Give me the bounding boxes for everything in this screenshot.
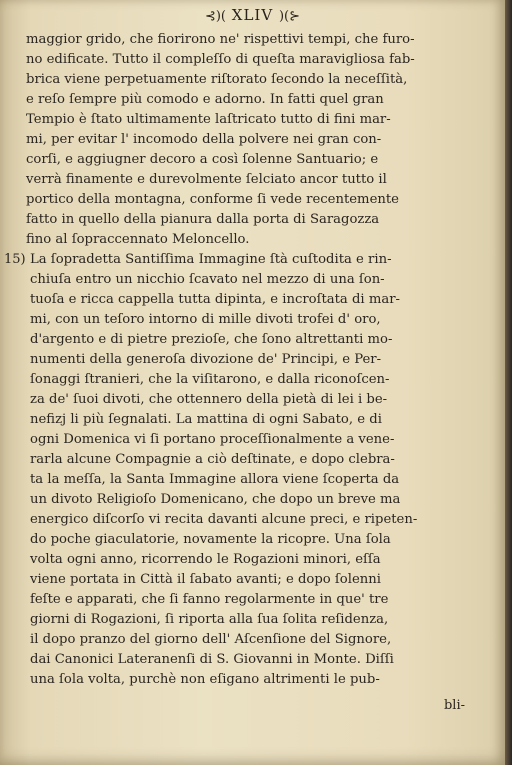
paragraph-marker: 15) xyxy=(4,252,26,267)
text-line: La ſopradetta Santiſſima Immagine ſtà cuſtodita e rin- xyxy=(30,252,392,267)
text-line: do poche giaculatorie, novamente la ricopre. Una ſola xyxy=(30,532,391,547)
book-spine-shadow xyxy=(505,0,512,765)
text-line: d'argento e di pietre prezioſe, che ſono altrettanti mo- xyxy=(30,332,393,347)
text-line: fatto in quello della pianura dalla porta di Saragozza xyxy=(26,212,380,227)
text-line: dai Canonici Lateranenſi di S. Giovanni in Monte. Diſſi xyxy=(30,652,394,667)
text-line: una ſola volta, purchè non eſigano altrimenti le pub- xyxy=(30,672,380,687)
left-ornament-icon: ⊰)( xyxy=(204,9,227,24)
text-line: rarla alcune Compagnie a ciò deſtinate, e dopo clebra- xyxy=(30,452,395,467)
text-line: chiuſa entro un nicchio ſcavato nel mezzo di una ſon- xyxy=(30,272,385,287)
text-line: viene portata in Città il ſabato avanti; e dopo ſolenni xyxy=(30,572,381,587)
text-line: za de' ſuoi divoti, che ottennero della pietà di lei i be- xyxy=(30,392,388,407)
text-line: corſi, e aggiugner decoro a così ſolenne Santuario; e xyxy=(26,152,379,167)
text-line: verrà finamente e durevolmente ſelciato ancor tutto il xyxy=(26,172,387,187)
text-line: il dopo pranzo del giorno dell' Aſcenſione del Signore, xyxy=(30,632,392,647)
text-line: fino al ſopraccennato Meloncello. xyxy=(26,232,250,247)
text-line: ogni Domenica vi ſi portano proceſſionalmente a vene- xyxy=(30,432,395,447)
text-line: maggior grido, che fiorirono ne' rispettivi tempi, che furo- xyxy=(26,32,415,47)
text-line: volta ogni anno, ricorrendo le Rogazioni minori, eſſa xyxy=(30,552,381,567)
text-line: energico diſcorſo vi recita davanti alcune preci, e ripeten- xyxy=(30,512,418,527)
page-header xyxy=(0,6,505,24)
text-line: mi, con un teſoro intorno di mille divoti trofei d' oro, xyxy=(30,312,381,327)
page-number: XLIV xyxy=(231,6,274,24)
text-line: tuoſa e ricca cappella tutta dipinta, e incroſtata di mar- xyxy=(30,292,400,307)
text-line: giorni di Rogazioni, ſi riporta alla ſua ſolita reſidenza, xyxy=(30,612,389,627)
text-line: feſte e apparati, che ſi fanno regolarmente in que' tre xyxy=(30,592,389,607)
text-line: nefizj li più ſegnalati. La mattina di ogni Sabato, e di xyxy=(30,412,382,427)
text-line: mi, per evitar l' incomodo della polvere nei gran con- xyxy=(26,132,382,147)
text-line: ſonaggi ſtranieri, che la viſitarono, e dalla riconoſcen- xyxy=(30,372,390,387)
text-line: un divoto Religioſo Domenicano, che dopo un breve ma xyxy=(30,492,401,507)
catchword: bli- xyxy=(443,698,465,713)
text-line: no edificate. Tutto il compleſſo di queſta maravigliosa fab- xyxy=(26,52,415,67)
text-line: portico della montagna, conforme ſi vede recentemente xyxy=(26,192,399,207)
text-line: ta la meſſa, la Santa Immagine allora viene ſcoperta da xyxy=(30,472,400,487)
text-line: brica viene perpetuamente riſtorato ſecondo la neceſſità, xyxy=(26,72,408,87)
text-line: e reſo ſempre più comodo e adorno. In fatti quel gran xyxy=(26,92,384,107)
text-line: numenti della generoſa divozione de' Principi, e Per- xyxy=(30,352,382,367)
text-line: Tempio è ſtato ultimamente laſtricato tutto di fini mar- xyxy=(26,112,391,127)
right-ornament-icon: )(⊱ xyxy=(278,9,301,24)
